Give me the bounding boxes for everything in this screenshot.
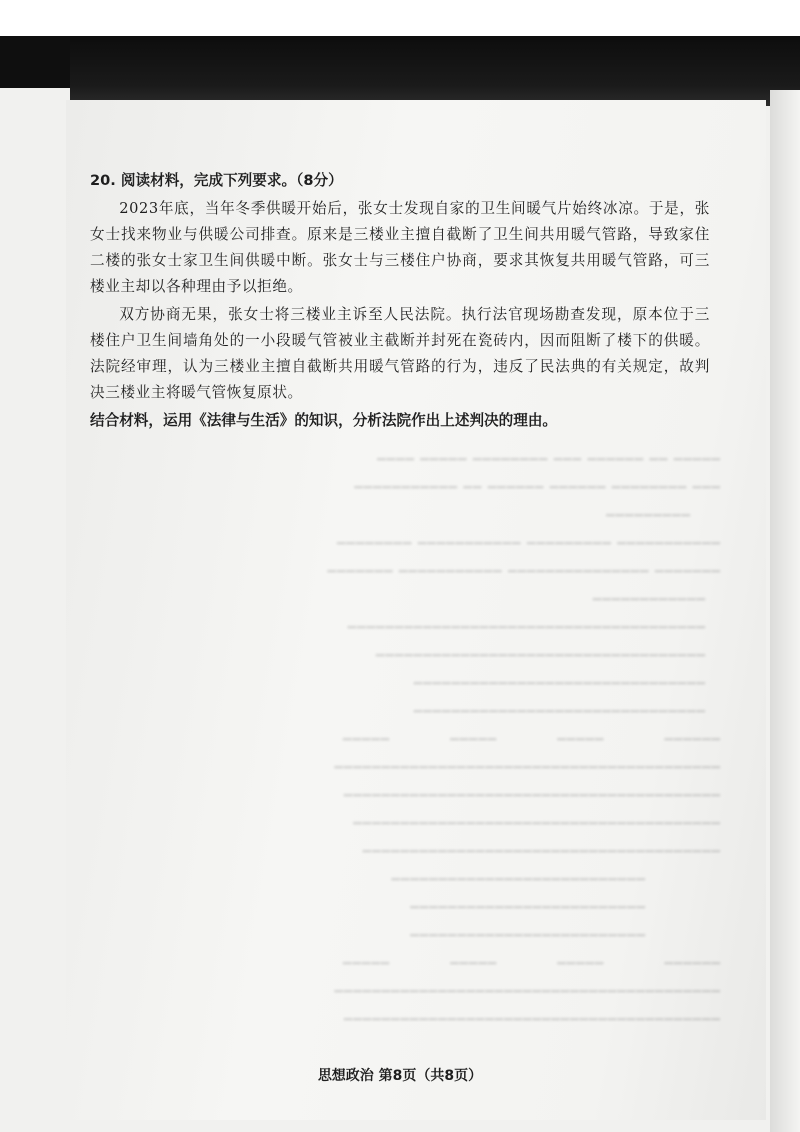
question-20: [90, 168, 710, 434]
question-requirement: 结合材料，运用《法律与生活》的知识，分析法院作出上述判决的理由。: [90, 412, 558, 429]
material-paragraph-1: 2023年底，当年冬季供暖开始后，张女士发现自家的卫生间暖气片始终冰凉。于是，张女士找来物业与供暖公司排查。原来是三楼业主擅自截断了卫生间共用暖气管路，导致家住二楼的张女士家卫生间供暖中断。张女士与三楼住户协商，要求其恢复共用暖气管路，可三楼业主却以各种理由予以拒绝。: [90, 200, 710, 295]
bleed-through-text: ━━━━━ ━━ ━━━━━━ ━━━ ━━━━━━━━ ━━━━━ ━━━━ ━━━ ━━━━━━━━ ━━━━━━ ━━━━━━ ━━ ━━━━━━━━━━━ ━━━━━━━━━ ━━━━━━━━━━━ ━━━━━━━━━ ━━━━━━━━━━━ ━━━━━━━━ ━━━━━━━ ━━━━━━━━━━━━━━━ ━━━━━━━━━━━ ━━━━━━━ ━━━━━━━━━━━━ ━━━━━━━━━━━━━━━━━━━━━━━━━━━━━━━━━━━━━━ ━━━━━━━━━━━━━━━━━━━━━━━━━━━━━━━━━━━ ━━━━━━━━━━━━━━━━━━━━━━━━━━━━━━━ ━━━━━━━━━━━━━━━━━━━━━━━━━━━━━━━ ━━━━━━ ━━━━━ ━━━━━ ━━━━━ ━━━━━━━━━━━━━━━━━━━━━━━━━━━━━━━━━━━━━━━━━ ━━━━━━━━━━━━━━━━━━━━━━━━━━━━━━━━━━━━━━━━ ━━━━━━━━━━━━━━━━━━━━━━━━━━━━━━━━━━━━━━━ ━━━━━━━━━━━━━━━━━━━━━━━━━━━━━━━━━━━━━━ ━━━━━━━━━━━━━━━━━━━━━━━━━━━ ━━━━━━━━━━━━━━━━━━━━━━━━━ ━━━━━━━━━━━━━━━━━━━━━━━━━ ━━━━━━ ━━━━━ ━━━━━ ━━━━━ ━━━━━━━━━━━━━━━━━━━━━━━━━━━━━━━━━━━━━━━━━ ━━━━━━━━━━━━━━━━━━━━━━━━━━━━━━━━━━━━━━━━: [326, 452, 720, 1028]
scan-shadow-band: [70, 36, 800, 106]
scan-background: [0, 0, 800, 36]
material-paragraph-2: 双方协商无果，张女士将三楼业主诉至人民法院。执行法官现场勘查发现，原本位于三楼住户卫生间墙角处的一小段暖气管被业主截断并封死在瓷砖内，因而阻断了楼下的供暖。法院经审理，认为三楼业主擅自截断共用暖气管路的行为，违反了民法典的有关规定，故判决三楼业主将暖气管恢复原状。: [90, 306, 710, 401]
question-header: 20. 阅读材料，完成下列要求。（8分）: [90, 172, 343, 189]
scan-shadow-left: [0, 36, 70, 88]
page-footer: 思想政治 第8页（共8页）: [317, 1068, 483, 1084]
paper-edge: [770, 90, 800, 1132]
